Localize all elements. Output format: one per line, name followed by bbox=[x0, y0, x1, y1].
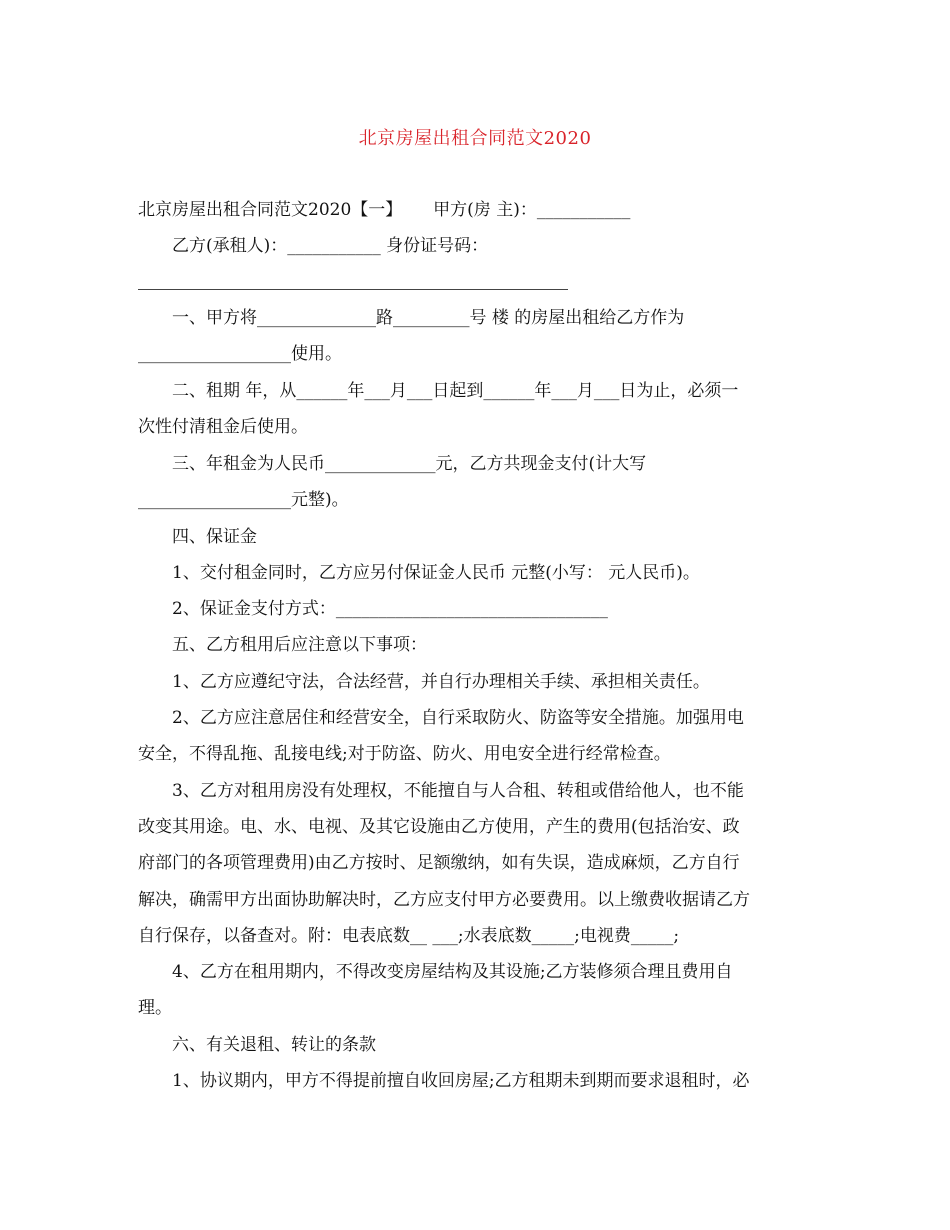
clause-5-item-3-line-2: 改变其用途。电、水、电视、及其它设施由乙方使用，产生的费用(包括治安、政 bbox=[138, 817, 740, 837]
clause-4-heading: 四、保证金 bbox=[172, 527, 257, 547]
document-title: 北京房屋出租合同范文2020 bbox=[358, 128, 592, 149]
clause-1-line-2: __________________使用。 bbox=[138, 344, 342, 364]
clause-1-line-1: 一、甲方将______________路_________号 楼 的房屋出租给乙方作为 bbox=[172, 308, 685, 328]
clause-6-item-1-line-1: 1、协议期内，甲方不得提前擅自收回房屋;乙方租期未到期而要求退租时，必 bbox=[172, 1071, 750, 1091]
clause-2-line-1: 二、租期 年，从______年___月___日起到______年___月___日为止，必须一 bbox=[172, 381, 739, 401]
clause-5-item-4-line-2: 理。 bbox=[138, 998, 172, 1018]
tenant-line: 乙方(承租人)：___________ 身份证号码： bbox=[172, 236, 489, 256]
clause-5-item-4-line-1: 4、乙方在租用期内，不得改变房屋结构及其设施;乙方装修须合理且费用自 bbox=[172, 962, 733, 982]
clause-5-item-2-line-2: 安全，不得乱拖、乱接电线;对于防盗、防火、用电安全进行经常检查。 bbox=[138, 744, 671, 764]
id-number-blank bbox=[138, 289, 568, 290]
clause-5-item-3-line-4: 解决，确需甲方出面协助解决时，乙方应支付甲方必要费用。以上缴费收据请乙方 bbox=[138, 890, 750, 910]
clause-3-line-2: __________________元整)。 bbox=[138, 490, 349, 510]
clause-5-item-2-line-1: 2、乙方应注意居住和经营安全，自行采取防火、防盗等安全措施。加强用电 bbox=[172, 708, 744, 728]
clause-5-item-1: 1、乙方应遵纪守法，合法经营，并自行办理相关手续、承担相关责任。 bbox=[172, 672, 710, 692]
clause-5-item-3-line-1: 3、乙方对租用房没有处理权，不能擅自与人合租、转租或借给他人，也不能 bbox=[172, 781, 744, 801]
clause-5-heading: 五、乙方租用后应注意以下事项： bbox=[172, 635, 427, 655]
contract-heading-line: 北京房屋出租合同范文2020【一】 甲方(房 主)：___________ bbox=[138, 200, 631, 220]
clause-3-line-1: 三、年租金为人民币_____________元，乙方共现金支付(计大写 bbox=[172, 454, 647, 474]
clause-5-item-3-line-3: 府部门的各项管理费用)由乙方按时、足额缴纳，如有失误，造成麻烦，乙方自行 bbox=[138, 853, 740, 873]
clause-4-item-2: 2、保证金支付方式：________________________________ bbox=[172, 599, 608, 619]
clause-2-line-2: 次性付清租金后使用。 bbox=[138, 417, 308, 437]
clause-4-item-1: 1、交付租金同时，乙方应另付保证金人民币 元整(小写： 元人民币)。 bbox=[172, 563, 700, 583]
clause-6-heading: 六、有关退租、转让的条款 bbox=[172, 1035, 376, 1055]
clause-5-item-3-line-5: 自行保存，以备查对。附：电表底数__ ___;水表底数_____;电视费_____; bbox=[138, 926, 680, 946]
